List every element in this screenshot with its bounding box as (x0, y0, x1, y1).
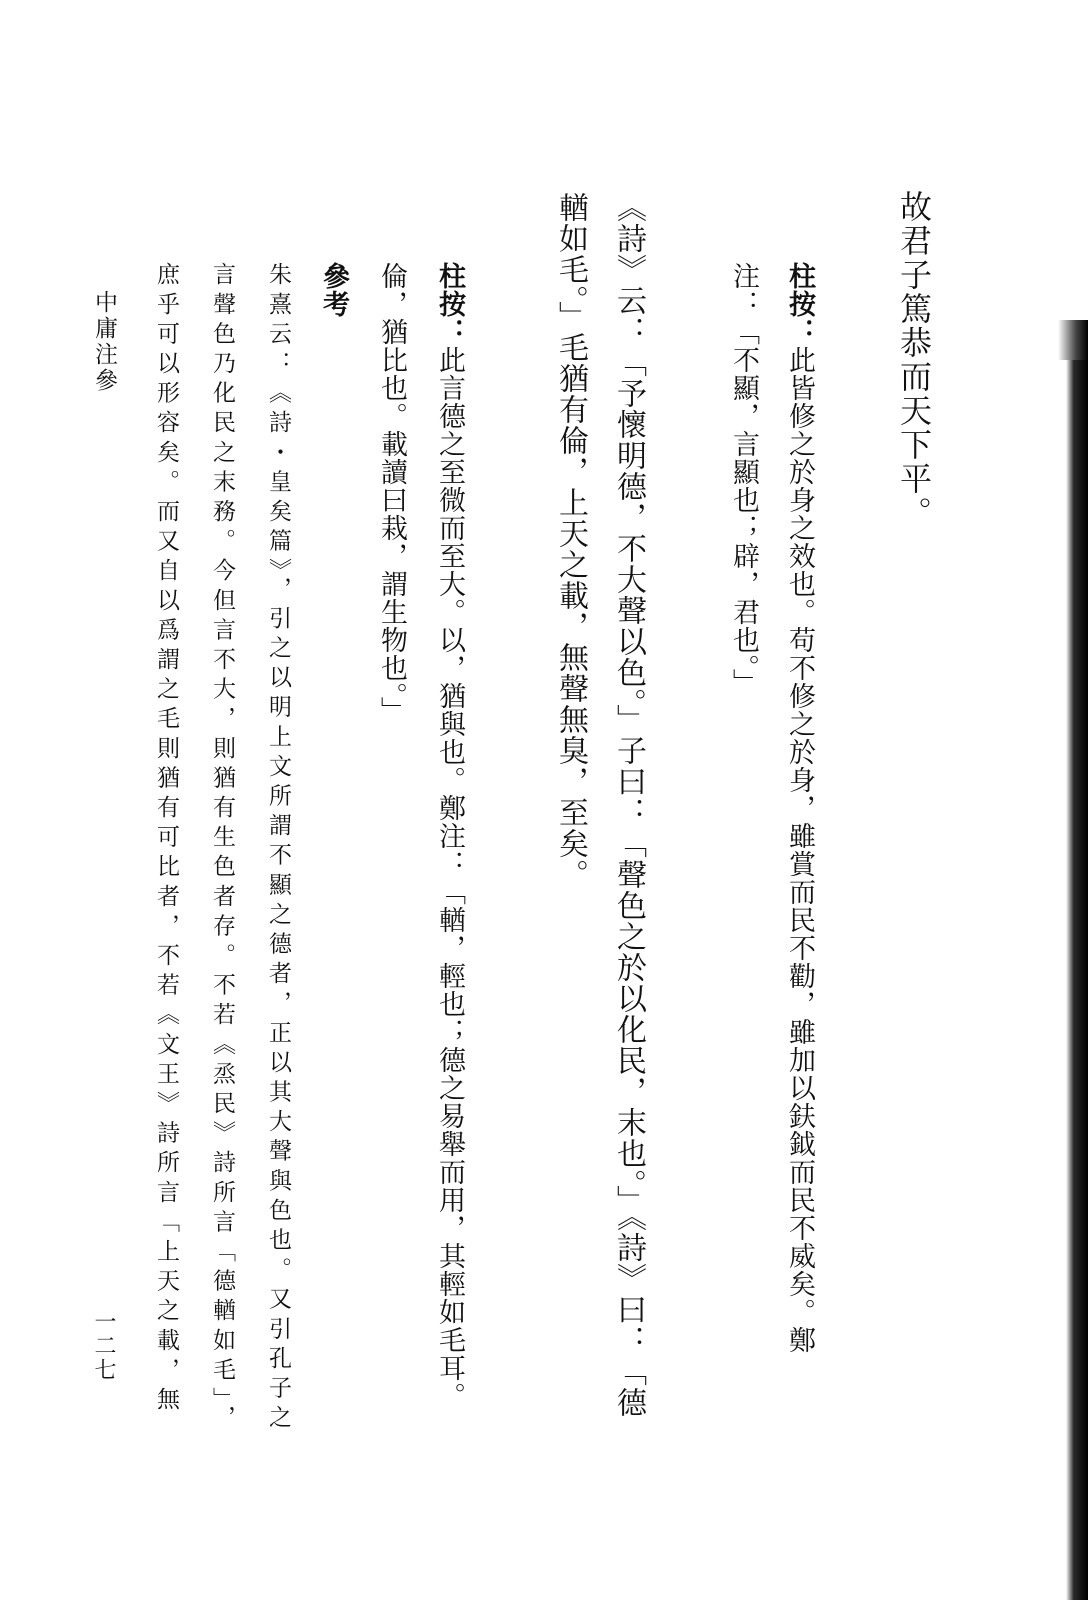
scan-edge-shadow (1066, 320, 1088, 1600)
commentary-column-2 (786, 262, 813, 1354)
reference-column-10: 言聲色乃化民之末務。今但言不大，則猶有生色者存。不若《烝民》詩所言「德輶如毛」， (209, 262, 235, 1435)
commentary-text: 此皆修之於身之效也。苟不修之於身，雖賞而民不勸，雖加以鈇鉞而民不威矣。鄭 (784, 346, 815, 1354)
commentary-column-6 (436, 262, 463, 1410)
page-number: 一二七 (91, 1310, 116, 1382)
commentary-column-7: 倫，猶比也。載讀曰栽，謂生物也。」 (376, 262, 407, 725)
commentary-label: 柱按： (434, 262, 465, 346)
reference-column-11: 庶乎可以形容矣。而又自以爲謂之毛則猶有可比者，不若《文王》詩所言「上天之載，無 (153, 262, 179, 1417)
reference-column-9: 朱熹云：《詩・皇矣篇》，引之以明上文所謂不顯之德者，正以其大聲與色也。又引孔子之 (265, 262, 291, 1435)
main-text-column-1: 故君子篤恭而天下平。 (895, 190, 933, 530)
reference-heading: 參考 (318, 262, 349, 318)
commentary-text: 此言德之至微而至大。以，猶與也。鄭注：「輶，輕也；德之易舉而用，其輕如毛耳。 (434, 346, 465, 1410)
commentary-label: 柱按： (784, 262, 815, 346)
commentary-column-3: 注：「不顯，言顯也；辟，君也。」 (728, 262, 759, 697)
main-text-column-5: 輶如毛。」毛猶有倫，上天之載，無聲無臭，至矣。 (553, 192, 588, 890)
main-text-column-4: 《詩》云：「予懷明德，不大聲以色。」子曰：「聲色之於以化民，末也。」《詩》曰：「德 (611, 192, 646, 1418)
scan-edge-shadow-top (1058, 320, 1088, 360)
book-title: 中庸注參 (91, 290, 117, 394)
